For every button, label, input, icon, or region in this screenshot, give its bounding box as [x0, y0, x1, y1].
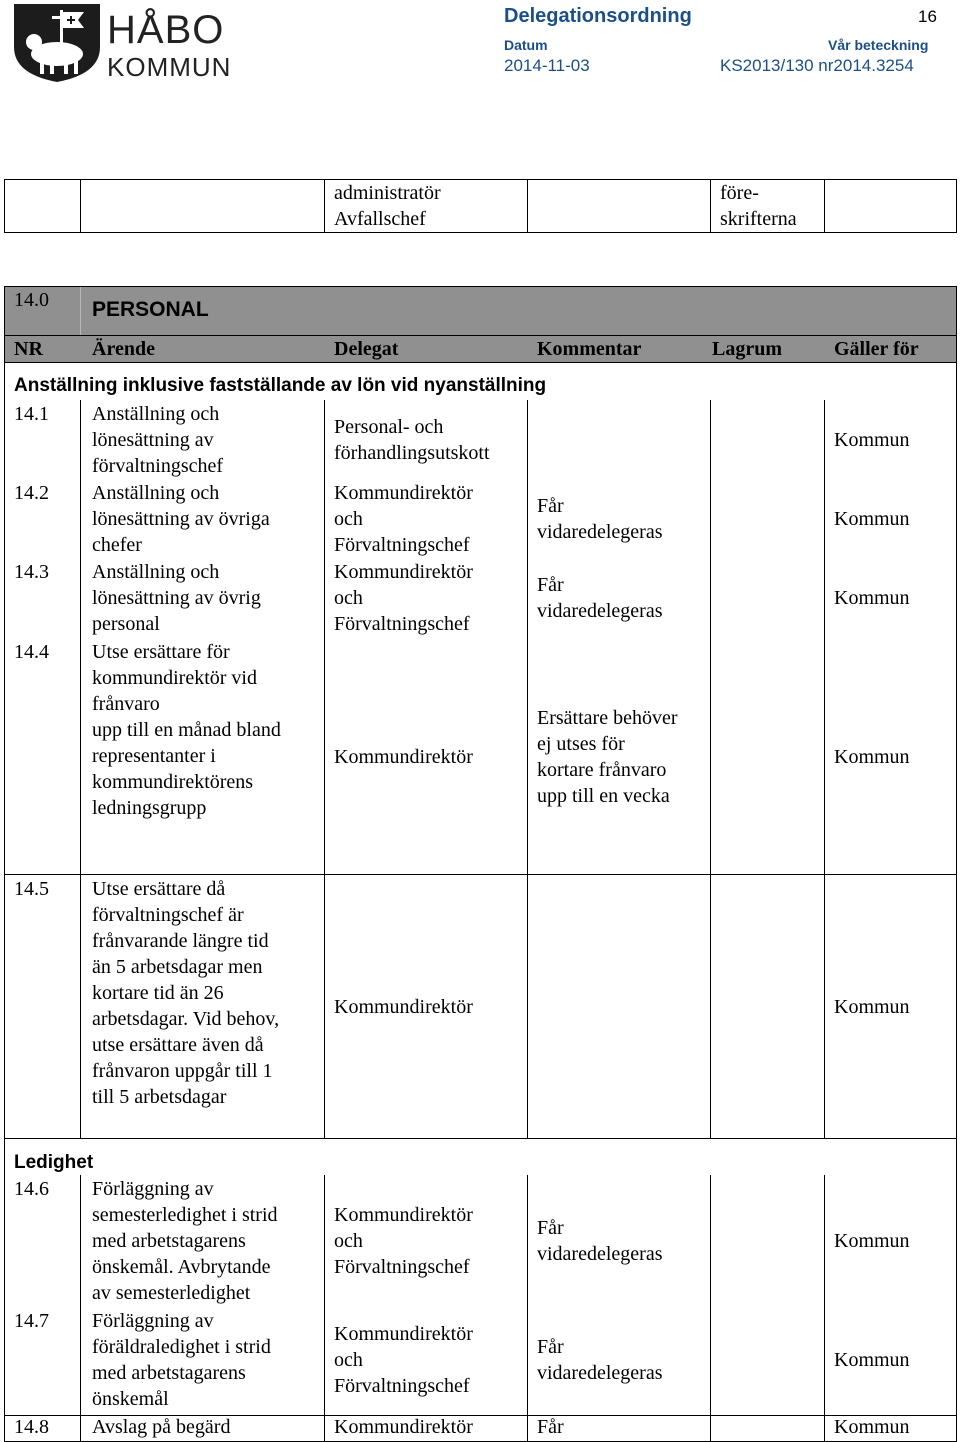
cell-arende: Avslag på begärd: [92, 1416, 231, 1438]
cell-kommentar: Ersättare behöver ej utses för kortare frånvaro upp till en vecka: [537, 707, 678, 807]
cell-galler: Kommun: [834, 429, 910, 451]
cell-delegat: Kommundirektör och Förvaltningschef: [334, 561, 473, 635]
document-title: Delegationsordning: [504, 5, 692, 27]
col-header-delegat: Delegat: [334, 338, 399, 360]
cell-delegat: administratör Avfallschef: [334, 182, 441, 230]
cell-kommentar: Får: [537, 1416, 564, 1438]
cell-galler: Kommun: [834, 996, 910, 1018]
cell-arende: Förläggning av föräldraledighet i strid med arbetstagarens önskemål: [92, 1310, 271, 1410]
cell-nr: 14.5: [14, 878, 49, 900]
reference-value: KS2013/130 nr2014.3254: [720, 56, 914, 75]
cell-arende: Anställning och lönesättning av övriga chefer: [92, 482, 270, 556]
col-header-arende: Ärende: [92, 338, 155, 360]
group-title-anstallning: Anställning inklusive fastställande av lön vid nyanställning: [14, 375, 547, 396]
cell-galler: Kommun: [834, 1230, 910, 1252]
cell-delegat: Kommundirektör: [334, 746, 473, 768]
cell-delegat: Kommundirektör och Förvaltningschef: [334, 482, 473, 556]
cell-galler: Kommun: [834, 508, 910, 530]
date-label: Datum: [504, 37, 548, 53]
cell-kommentar: Får vidaredelegeras: [537, 1217, 663, 1265]
col-header-galler: Gäller för: [834, 338, 919, 360]
cell-kommentar: Får vidaredelegeras: [537, 574, 663, 622]
reference-label: Vår beteckning: [828, 37, 929, 53]
cell-lagrum: före- skrifterna: [720, 182, 797, 230]
date-value: 2014-11-03: [504, 56, 590, 75]
logo-text-main: HÅBO: [107, 8, 225, 52]
cell-delegat: Kommundirektör och Förvaltningschef: [334, 1204, 473, 1278]
logo-text-sub: KOMMUN: [107, 52, 232, 82]
cell-nr: 14.1: [14, 403, 49, 425]
cell-delegat: Kommundirektör: [334, 996, 473, 1018]
cell-delegat: Kommundirektör: [334, 1416, 473, 1438]
cell-nr: 14.4: [14, 641, 49, 663]
cell-nr: 14.6: [14, 1178, 49, 1200]
col-header-lagrum: Lagrum: [712, 338, 782, 360]
col-header-kommentar: Kommentar: [537, 338, 642, 360]
cell-arende: Anställning och lönesättning av övrig personal: [92, 561, 261, 635]
cell-kommentar: Får vidaredelegeras: [537, 1336, 663, 1384]
section-number: 14.0: [14, 289, 49, 311]
cell-kommentar: Får vidaredelegeras: [537, 495, 663, 543]
col-header-nr: NR: [14, 338, 43, 360]
cell-galler: Kommun: [834, 1416, 910, 1438]
group-title-ledighet: Ledighet: [14, 1152, 94, 1173]
cell-nr: 14.7: [14, 1310, 49, 1332]
cell-arende: Utse ersättare då förvaltningschef är frånvarande längre tid än 5 arbetsdagar men kortare tid än 26 arbetsdagar. Vid behov, utse ersättare även då frånvaron uppgår till 1 till 5 arbetsdagar: [92, 878, 280, 1108]
cell-arende: Anställning och lönesättning av förvaltningschef: [92, 403, 224, 477]
cell-nr: 14.8: [14, 1416, 49, 1438]
cell-nr: 14.2: [14, 482, 49, 504]
cell-arende: Förläggning av semesterledighet i strid med arbetstagarens önskemål. Avbrytande av semesterledighet: [92, 1178, 278, 1304]
cell-delegat: Kommundirektör och Förvaltningschef: [334, 1323, 473, 1397]
cell-galler: Kommun: [834, 1349, 910, 1371]
cell-galler: Kommun: [834, 746, 910, 768]
cell-arende: Utse ersättare för kommundirektör vid frånvaro upp till en månad bland representanter i kommundirektörens ledningsgrupp: [92, 641, 281, 819]
cell-galler: Kommun: [834, 587, 910, 609]
cell-nr: 14.3: [14, 561, 49, 583]
page-number: 16: [918, 7, 937, 26]
section-title: PERSONAL: [92, 298, 209, 321]
habo-kommun-logo: [12, 2, 242, 84]
cell-delegat: Personal- och förhandlingsutskott: [334, 416, 490, 464]
